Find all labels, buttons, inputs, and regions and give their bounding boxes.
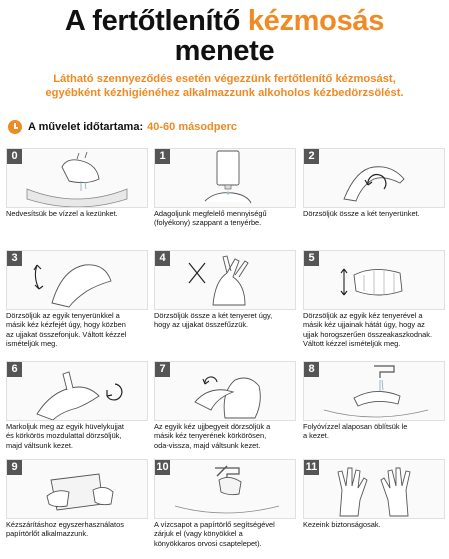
rinse-hands-icon: [304, 362, 444, 420]
interlaced-fingers-icon: [155, 251, 295, 309]
step-8: [303, 361, 443, 461]
step-6: [6, 361, 146, 461]
step-number: 11: [305, 461, 318, 473]
caption-line: majd váltsunk kezet.: [6, 440, 73, 450]
caption-line: (folyékony) szappant a tenyérbe.: [154, 218, 262, 228]
interlocked-fingers-icon: [304, 251, 444, 309]
caption-line: Kézszárításhoz egyszerhasználatos: [6, 520, 124, 529]
caption-line: az ujjakat összefonjuk. Váltott kézzel: [6, 329, 127, 339]
step-illustration-frame: [303, 250, 445, 310]
step-9: [6, 459, 146, 559]
title-part-black: A fertőtlenítő: [64, 5, 241, 37]
page-title-line2: menete: [174, 35, 275, 67]
step-number: 0: [7, 149, 22, 164]
step-caption: [6, 311, 146, 348]
caption-line: papírtörlőt alkalmazzunk.: [6, 529, 89, 539]
caption-line: Adagoljunk megfelelő mennyiségű: [154, 209, 267, 218]
paper-towel-icon: [7, 460, 147, 518]
clock-icon: [8, 120, 22, 134]
step-illustration-frame: [154, 250, 296, 310]
soap-dispenser-icon: [155, 149, 295, 207]
step-caption: [6, 520, 146, 539]
step-number: 4: [155, 251, 170, 266]
caption-line: ujjak horogszerűen összeakaszkodnak.: [303, 329, 433, 339]
step-illustration-frame: [6, 459, 148, 519]
caption-line: hogy az ujjakat összefűzzük.: [154, 320, 249, 330]
duration-value: 40-60 másodperc: [147, 121, 238, 133]
step-0: [6, 148, 146, 248]
caption-line: zárjuk el (vagy könyökkel a: [154, 529, 243, 539]
thumb-rub-icon: [7, 362, 147, 420]
caption-line: másik kéz tenyerének körkörösen,: [154, 431, 267, 441]
caption-line: másik kéz ujjainak hátát úgy, hogy az: [303, 320, 425, 330]
wet-hands-icon: [7, 149, 147, 207]
step-11: [303, 459, 443, 559]
step-4: [154, 250, 294, 350]
step-caption: [303, 520, 443, 529]
step-illustration-frame: [154, 361, 296, 421]
step-number: 10: [156, 461, 169, 473]
step-illustration-frame: [154, 459, 296, 519]
subtitle-line2: egyébként kézhigiénéhez alkalmazzunk alkoholos kézbedörzsölést.: [45, 87, 404, 99]
duration-label: A művelet időtartama:: [28, 121, 144, 133]
caption-line: Folyóvízzel alaposan öblítsük le: [303, 422, 408, 431]
step-illustration-frame: [303, 361, 445, 421]
step-caption: [154, 422, 294, 450]
step-illustration-frame: [154, 148, 296, 208]
step-3: [6, 250, 146, 350]
step-illustration-frame: [6, 361, 148, 421]
step-illustration-frame: [303, 459, 445, 519]
page-title: [0, 6, 449, 37]
step-illustration-frame: [6, 148, 148, 208]
step-number: 9: [7, 460, 22, 475]
step-caption: [154, 209, 294, 228]
caption-line: Dörzsöljük össze a két tenyeret úgy,: [154, 311, 273, 320]
step-caption: [303, 422, 443, 441]
step-illustration-frame: [303, 148, 445, 208]
step-5: [303, 250, 443, 350]
caption-line: oda-vissza, majd váltsunk kezet.: [154, 440, 261, 450]
step-number: 8: [304, 362, 319, 377]
step-caption: [6, 422, 146, 450]
step-caption: [303, 311, 443, 348]
caption-line: Dörzsöljük össze a két tenyerünket.: [303, 209, 420, 218]
duration-row: [8, 120, 237, 134]
caption-line: Dörzsöljük az egyik tenyerünkkel a: [6, 311, 120, 320]
caption-line: Dörzsöljük az egyik kéz tenyerével a: [303, 311, 423, 320]
step-number: 7: [155, 362, 170, 377]
step-caption: [154, 520, 294, 548]
step-7: [154, 361, 294, 461]
back-of-hand-icon: [7, 251, 147, 309]
step-number: 5: [304, 251, 319, 266]
caption-line: Az egyik kéz ujjbegyeit dörzsöljük a: [154, 422, 271, 431]
step-number: 1: [155, 149, 170, 164]
caption-line: Markoljuk meg az egyik hüvelykujjat: [6, 422, 124, 431]
close-tap-icon: [155, 460, 295, 518]
step-caption: [303, 209, 443, 218]
caption-line: Nedvesítsük be vízzel a kezünket.: [6, 209, 118, 218]
caption-line: másik kéz kézfejét úgy, hogy közben: [6, 320, 126, 330]
clean-hands-icon: [304, 460, 444, 518]
caption-line: könyökkaros orvosi csaptelepet).: [154, 538, 262, 548]
caption-line: és körkörös mozdulattal dörzsöljük,: [6, 431, 122, 441]
palm-to-palm-icon: [304, 149, 444, 207]
subtitle: [8, 72, 441, 100]
caption-line: a kezet.: [303, 431, 329, 441]
step-caption: [154, 311, 294, 330]
caption-line: ismételjük meg.: [6, 338, 58, 348]
title-part-orange: kézmosás: [247, 5, 385, 37]
subtitle-line1: Látható szennyeződés esetén végezzünk fertőtlenítő kézmosást,: [53, 73, 396, 85]
step-number: 3: [7, 251, 22, 266]
step-caption: [6, 209, 146, 218]
step-2: [303, 148, 443, 248]
caption-line: Váltott kézzel ismételjük meg.: [303, 338, 401, 348]
step-number: 2: [304, 149, 319, 164]
step-number: 6: [7, 362, 22, 377]
step-illustration-frame: [6, 250, 148, 310]
step-10: [154, 459, 294, 559]
step-1: [154, 148, 294, 248]
fingertips-rub-icon: [155, 362, 295, 420]
caption-line: A vízcsapot a papírtörlő segítségével: [154, 520, 275, 529]
caption-line: Kezeink biztonságosak.: [303, 520, 381, 529]
